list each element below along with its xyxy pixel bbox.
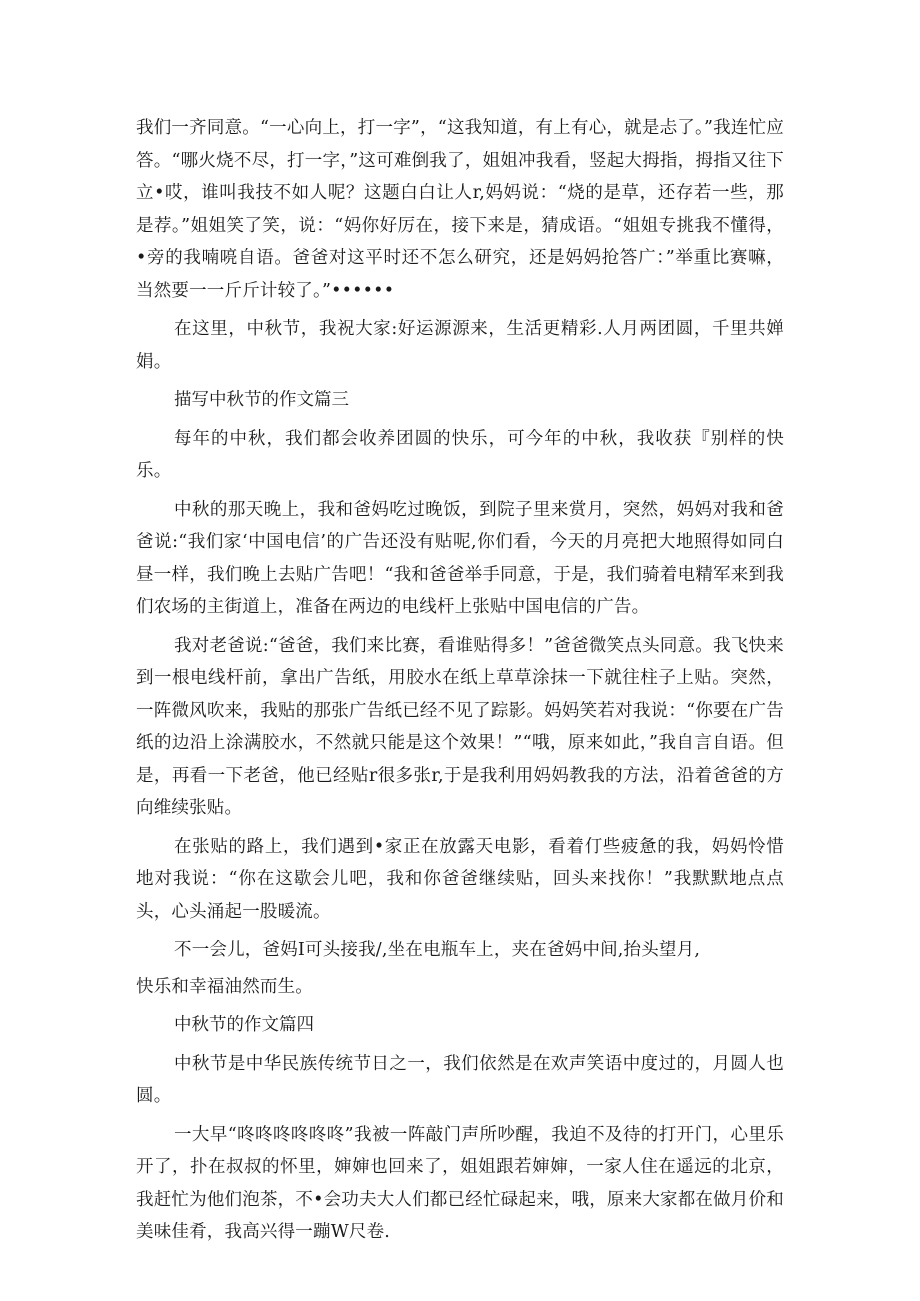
paragraph-intro-three: 每年的中秋，我们都会收养团圆的快乐，可今年的中秋，我收获『别样的快乐。 (136, 428, 784, 481)
section-heading-four: 中秋节的作文篇四 (174, 1015, 314, 1035)
paragraph-movie: 在张贴的路上，我们遇到•家正在放露天电影，看着仃些疲惫的我，妈妈怜惜地对我说：“你在这歇会儿吧，我和你爸爸继续贴，回头来找你！”我默默地点点头，心头涌起一股暖流。 (136, 836, 784, 922)
paragraph-return-line1: 不一会儿，爸妈I可头接我/,坐在电瓶车上，夹在爸妈中间,抬头望月, (174, 940, 701, 960)
paragraph-blessing: 在这里，中秋节，我祝大家:好运源源来，生活更精彩.人月两团圆，千里共婵娟。 (136, 319, 784, 372)
document-page (136, 112, 784, 1255)
section-heading-three: 描写中秋节的作文篇三 (174, 390, 349, 410)
paragraph-contest: 我对老爸说:“爸爸，我们来比赛，看谁贴得多！”爸爸微笑点头同意。我飞快来到一根电线杆前，拿出广告纸，用胶水在纸上草草涂抹一下就往柱子上贴。突然，一阵微风吹来，我贴的那张广告纸已经不见了踪影。妈妈笑若对我说：“你要在广告纸的边沿上涂满胶水，不然就只能是这个效果！”“哦，原来如此，”我自言自语。但是，再看一下老爸，他已经贴r很多张r,于是我利用妈妈教我的方法，沿着爸爸的方向维续张贴。 (136, 635, 784, 818)
paragraph-riddle-game: 我们一齐同意。“一心向上，打一字”，“这我知道，有上有心，就是忐了。”我连忙应答。“哪火烧不尽，打一字，”这可难倒我了，姐姐冲我看，竖起大拇指，拇指又往下立•哎，谁叫我技不如人呢？这题白白让人r,妈妈说：“烧的是草，还存若一些，那是荐。”姐姐笑了笑，说：“妈你好厉在，接下来是，猜成语。“姐姐专挑我不懂得，•旁的我喃喨自语。爸爸对这平时还不怎么研究，还是妈妈抢答广：”举重比赛嘛，当然要一一斤斤计较了。”•••••• (136, 118, 784, 301)
paragraph-intro-four: 中秋节是中华民族传统节日之一，我们依然是在欢声笑语中度过的，月圆人也圆。 (136, 1053, 784, 1106)
paragraph-return-line2: 快乐和幸福油然而生。 (136, 976, 313, 997)
paragraph-evening: 中秋的那天晚上，我和爸妈吃过晚饭，到院子里来赏月，突然，妈妈对我和爸爸说:“我们家‘中国电信’的广告还没有贴呢,你们看，今天的月亮把大地照得如同白昼一样，我们晚上去贴广告吧！“我和爸爸举手同意，于是，我们骑着电精军来到我们农场的主街道上，准备在两边的电线杆上张贴中国电信的广告。 (136, 499, 784, 617)
paragraph-morning: 一大早“咚咚咚咚咚咚”我被一阵敲门声所吵醒，我迫不及待的打开门，心里乐开了，扑在叔叔的怀里，婶婶也回来了，姐姐跟若婶婶，一家人住在遥远的北京，我赶忙为他们泡茶，不•会功夫大人们都已经忙碌起来，哦，原来大家都在做月价和美味佳肴，我高兴得一蹦W尺卷. (136, 1124, 784, 1242)
